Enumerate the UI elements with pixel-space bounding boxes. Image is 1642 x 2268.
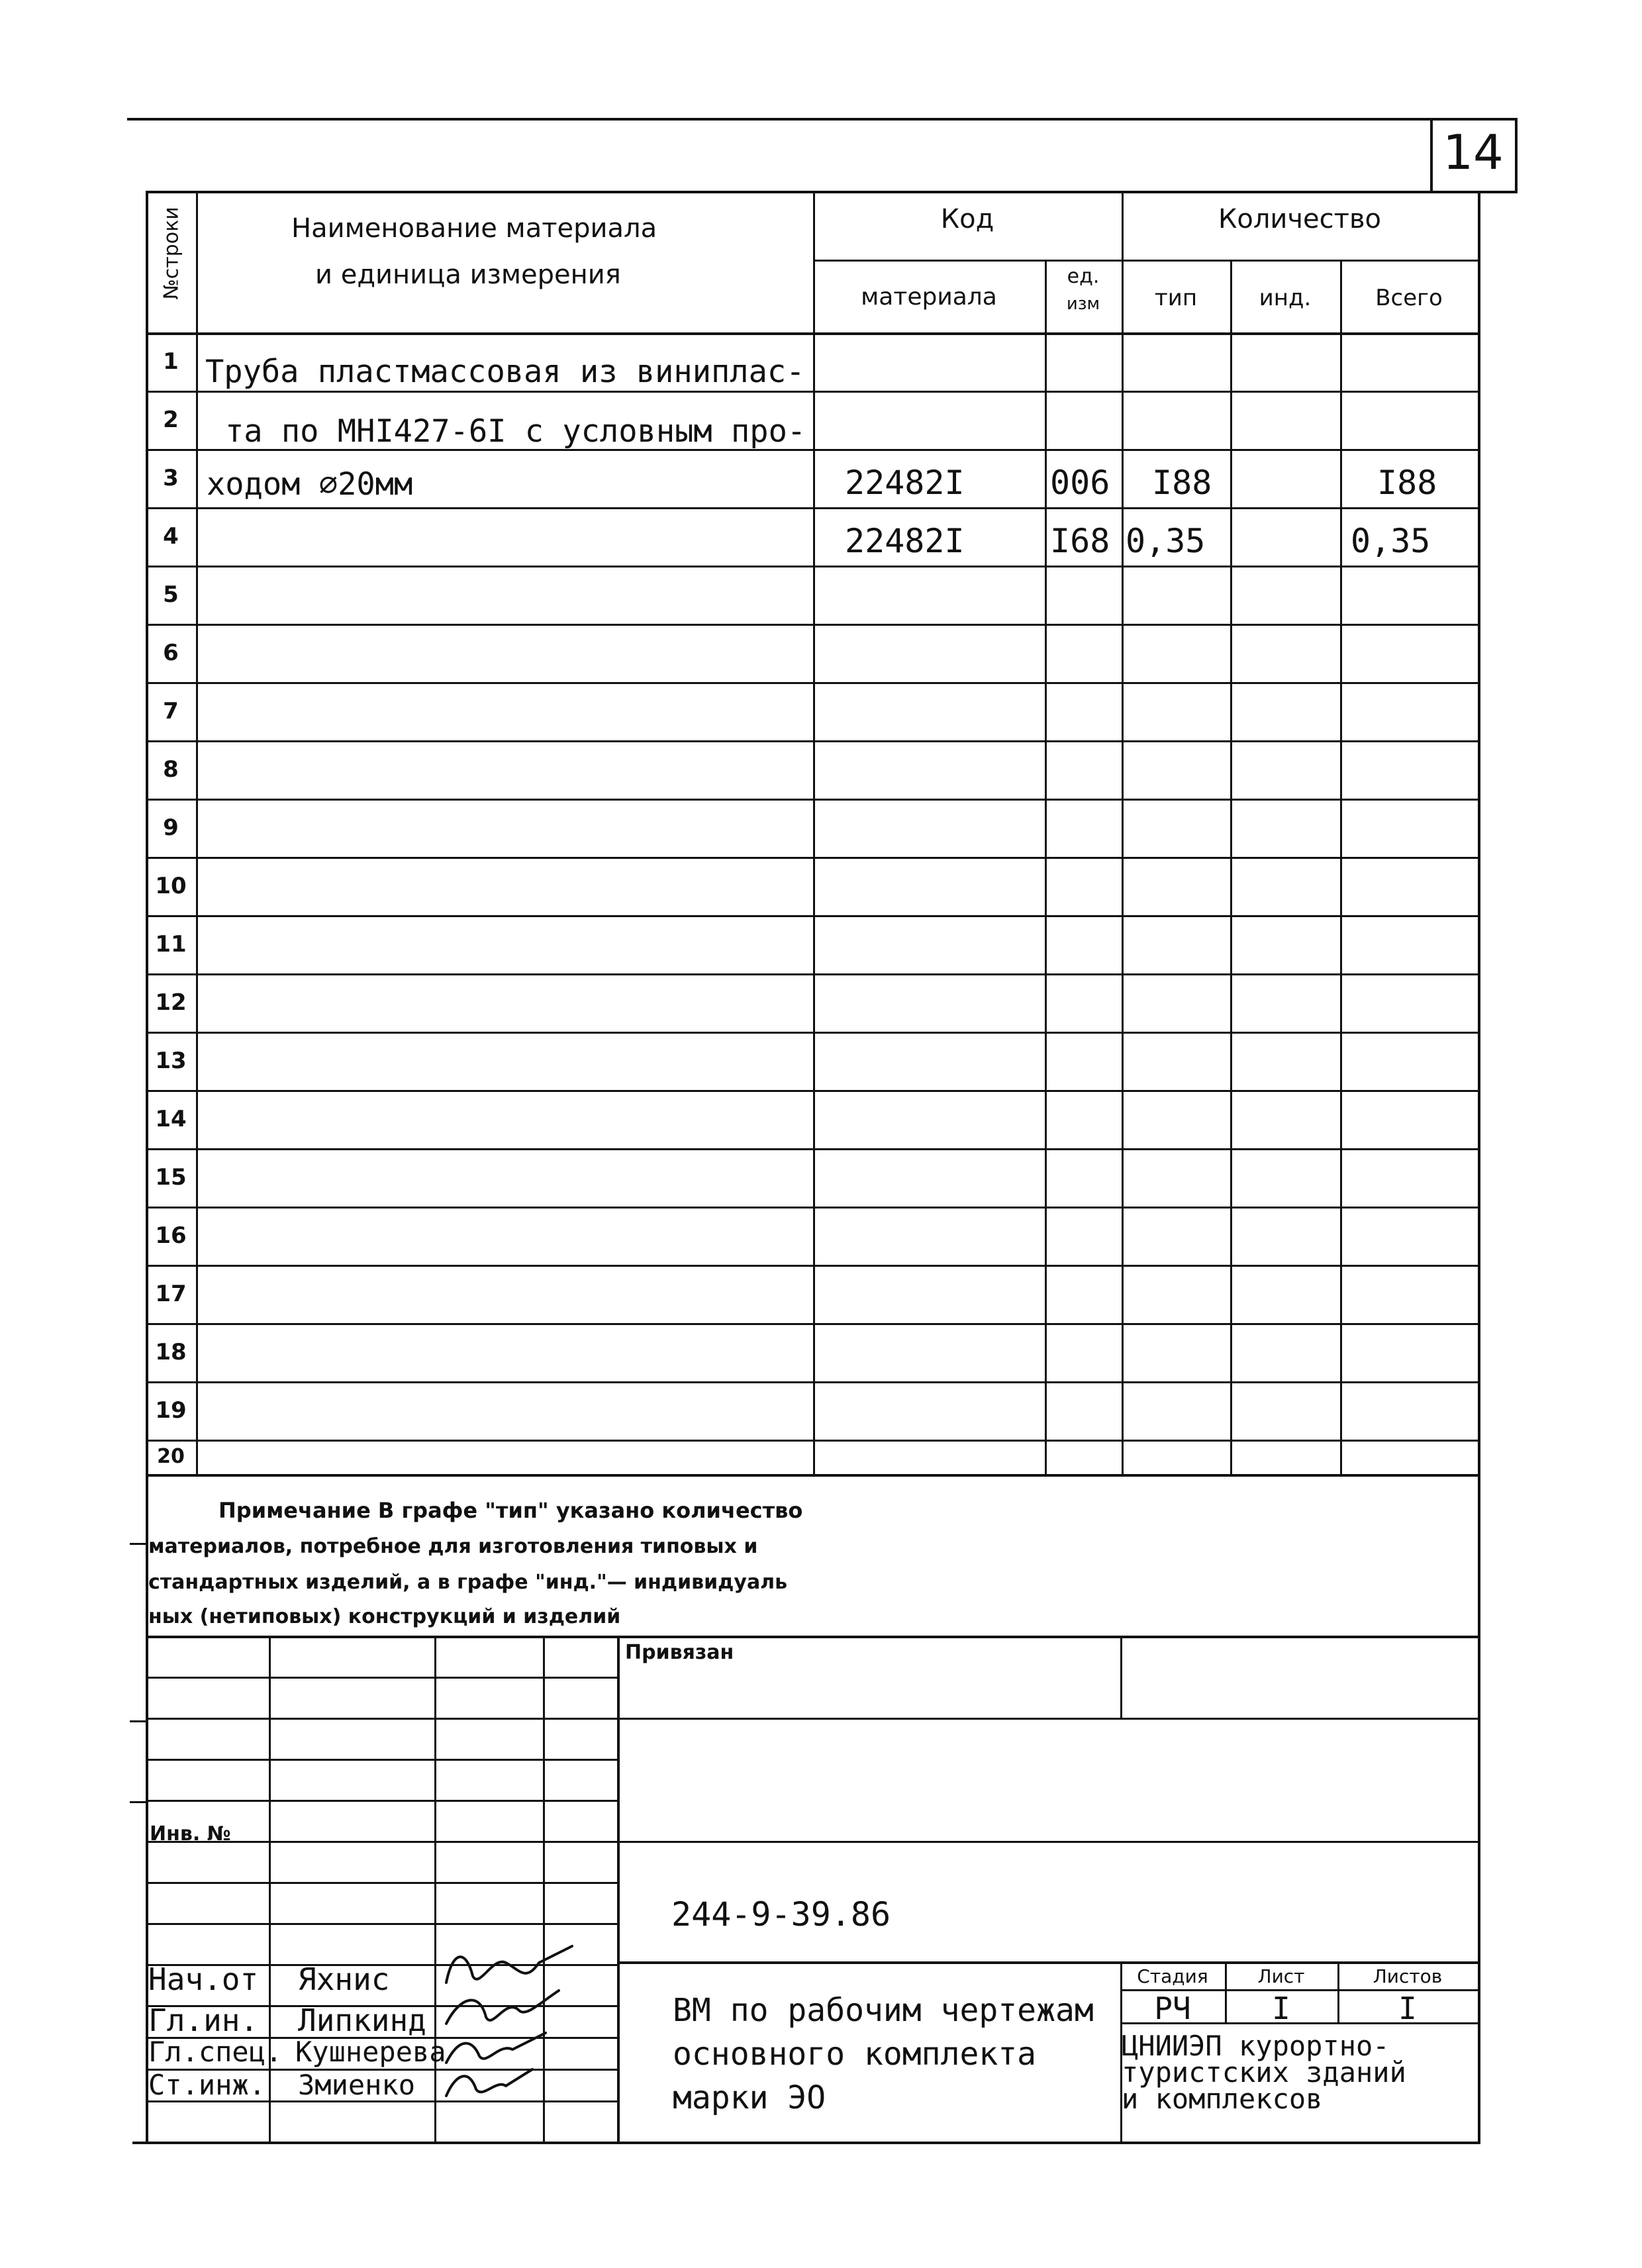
row-number: 12 [155,989,187,1016]
row-number: 9 [163,814,179,841]
organization-line3: и комплексов [1122,2083,1323,2115]
col-line-total [1340,260,1342,1475]
row-sep [146,1323,1478,1325]
organization-line2: туристских зданий [1122,2056,1406,2089]
qty-type-cell: I88 [1152,464,1212,502]
sheets-label: Листов [1373,1965,1443,1987]
qty-total-cell: 0,35 [1351,522,1431,560]
signature-4 [440,2059,546,2106]
titleblock-top [146,1636,1478,1638]
sheet-value: I [1272,1991,1290,2026]
row-sep [146,1440,1478,1442]
titleblock-bottom [132,2142,1480,2144]
row-number: 1 [163,348,179,375]
col-line-ind [1230,260,1232,1475]
material-name-line3: ходом ∅20мм [207,466,413,503]
row-number: 10 [155,873,187,899]
row-sep [146,915,1478,917]
document-title-line3: марки ЭО [673,2079,826,2116]
col-line-unit [1045,260,1047,1475]
header-subdivider [813,260,1478,262]
staff-role: Нач.от [148,1961,259,1997]
row-sep [146,973,1478,975]
unit-code-cell: I68 [1050,522,1110,560]
staff-row-line [146,1718,617,1720]
name-column-header-line2: и единица измерения [315,260,621,290]
row-sep [146,1090,1478,1092]
top-frame-line [127,118,1518,121]
stage-value: РЧ [1154,1991,1191,2026]
staff-role: Ст.инж. [148,2069,266,2101]
staff-name: Змиенко [298,2069,416,2101]
material-code-cell: 22482I [845,464,965,502]
row-number: 18 [155,1339,187,1365]
row-number: 17 [155,1281,187,1307]
page-number-box-left [1430,118,1433,191]
row-number: 15 [155,1164,187,1191]
code-group-header: Код [940,204,994,234]
material-name-line1: Труба пластмассовая из виниплас- [205,354,805,390]
tied-row-line [617,1718,1478,1720]
titleblock-divider [617,1636,620,2143]
tied-divider [1120,1636,1122,1718]
code-unit-header-line2: изм [1066,294,1100,314]
document-code: 244-9-39.86 [671,1895,891,1934]
row-number: 4 [163,523,179,550]
col-line-qty [1122,191,1124,1475]
row-sep [146,391,1478,393]
code-unit-header-line1: ед. [1067,265,1100,288]
row-sep [146,1381,1478,1383]
material-code-cell: 22482I [845,522,965,560]
row-sep [146,799,1478,801]
code-material-header: материала [861,283,997,311]
row-sep [146,507,1478,509]
row-number: 7 [163,698,179,724]
qty-total-header: Всего [1375,285,1443,311]
code-row-top [617,1841,1478,1843]
row-sep [146,740,1478,742]
row-sep [146,1032,1478,1034]
staff-row-line [146,1800,617,1802]
page-number: 14 [1443,124,1504,180]
stage-label: Стадия [1137,1965,1208,1987]
tied-label: Привязан [625,1641,734,1664]
staff-row-line [146,1759,617,1761]
table-right-border [1478,191,1480,2143]
staff-role: Гл.ин. [148,2002,259,2038]
row-number-header: №строки [160,207,183,300]
row-number: 6 [163,640,179,666]
row-sep [146,857,1478,859]
material-name-line2: та по МНI427-6I с условным про- [225,413,806,450]
organization-line1: ЦНИИЭП курортно- [1122,2030,1390,2062]
staff-name: Кушнерева [295,2036,446,2068]
row-number: 16 [155,1222,187,1249]
row-number: 2 [163,407,179,433]
margin-tick [130,1801,147,1803]
qty-type-header: тип [1154,285,1198,311]
document-title-line1: ВМ по рабочим чертежам [673,1992,1094,2029]
unit-code-cell: 006 [1050,464,1110,502]
qty-ind-header: инд. [1259,285,1312,311]
rows-bottom-border [146,1474,1478,1477]
table-top-border [146,191,1518,193]
row-sep [146,624,1478,626]
row-sep [146,1265,1478,1267]
staff-role: Гл.спец. [148,2036,283,2068]
staff-name: Липкинд [298,2002,426,2038]
staff-row-line [146,1882,617,1884]
row-sep [146,1148,1478,1150]
row-sep [146,566,1478,567]
sheet-label: Лист [1257,1965,1305,1987]
row-number: 5 [163,581,179,608]
title-row-top [617,1961,1478,1964]
staff-name: Яхнис [298,1961,390,1997]
row-number: 14 [155,1106,187,1132]
inventory-number-label: Инв. № [150,1822,231,1846]
col-line-code [813,191,815,1475]
margin-tick [130,1720,147,1722]
row-number: 8 [163,756,179,783]
staff-row-line [146,1677,617,1679]
page-number-box-right [1515,118,1518,191]
row-number: 3 [163,465,179,491]
row-sep [146,682,1478,684]
note-line1: Примечание В графе "тип" указано количество [218,1498,803,1523]
row-number: 20 [157,1445,185,1468]
row-sep [146,1207,1478,1208]
row-number: 11 [155,931,187,958]
col-line-rowno [196,191,198,1475]
quantity-group-header: Количество [1218,204,1381,234]
note-line2: материалов, потребное для изготовления типовых и [148,1535,758,1558]
header-bottom [146,332,1478,335]
note-line3: стандартных изделий, а в графе "инд."— индивидуаль [148,1571,788,1594]
note-line4: ных (нетиповых) конструкций и изделий [148,1605,621,1628]
qty-total-cell: I88 [1377,464,1437,502]
document-title-line2: основного комплекта [673,2036,1037,2073]
row-number: 19 [155,1397,187,1424]
margin-tick [130,1543,147,1545]
staff-row-line [146,1923,617,1925]
qty-type-cell: 0,35 [1126,522,1206,560]
name-column-header-line1: Наименование материала [291,213,657,244]
row-number: 13 [155,1048,187,1074]
sheets-value: I [1398,1991,1417,2026]
